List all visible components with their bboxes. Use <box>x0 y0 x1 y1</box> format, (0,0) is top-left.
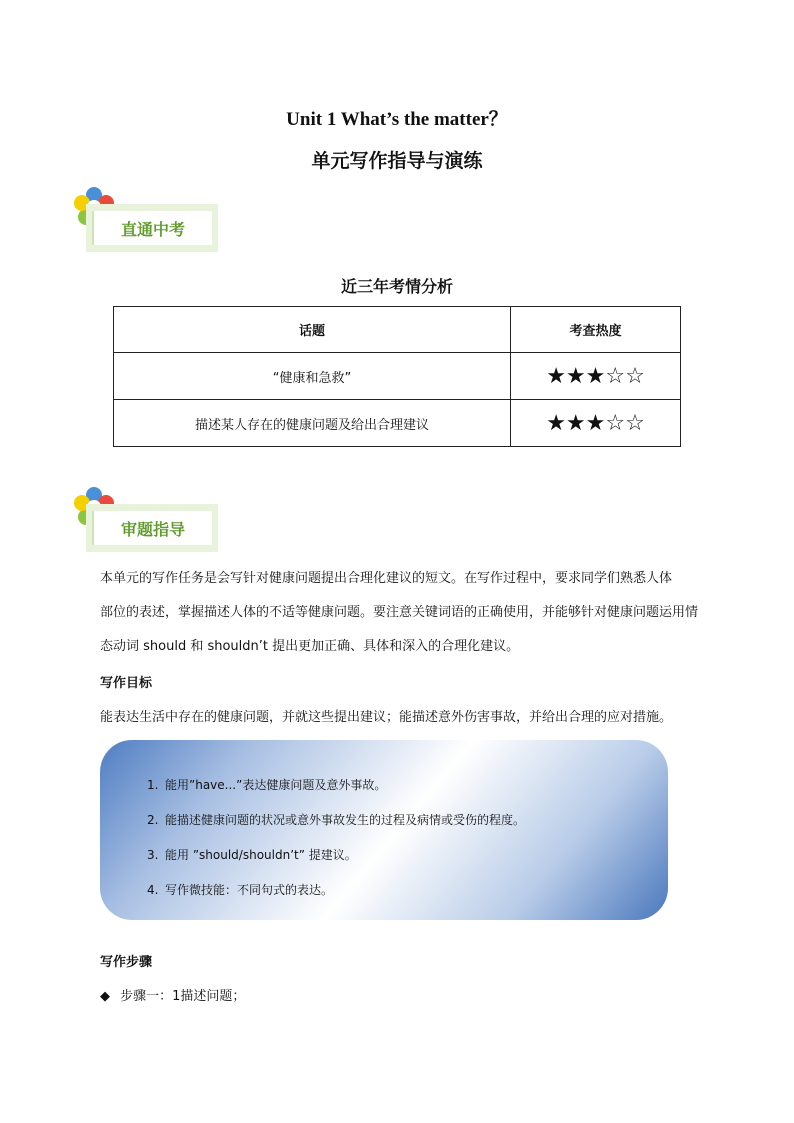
table-header-row <box>114 307 681 353</box>
topic-cell: 描述某人存在的健康问题及给出合理建议 <box>114 400 511 447</box>
step-text: 步骤一：1描述问题； <box>120 989 246 1004</box>
goal-text: 能表达生活中存在的健康问题，并就这些提出建议；能描述意外伤害事故，并给出合理的应对措施。 <box>100 710 673 725</box>
analysis-heading: 近三年考情分析 <box>340 277 453 296</box>
section-label: 审题指导 <box>92 511 212 545</box>
table-row <box>114 353 681 400</box>
intro-line: 部位的表述，掌握描述人体的不适等健康问题。要注意关键词语的正确使用，并能够针对健康问题运用情 <box>100 605 699 620</box>
table-row <box>114 400 681 447</box>
analysis-table <box>113 306 681 447</box>
section-badge-exam <box>72 186 232 246</box>
topic-cell: “健康和急救” <box>114 353 511 400</box>
diamond-bullet-icon: ◆ <box>100 989 110 1004</box>
goal-heading: 写作目标 <box>100 676 153 691</box>
goal-list-box <box>100 740 668 920</box>
section-label: 直通中考 <box>92 211 212 245</box>
section-badge-guide <box>72 486 232 546</box>
intro-paragraph <box>100 562 720 664</box>
list-item: 4. 写作微技能：不同句式的表达。 <box>147 883 334 897</box>
list-item: 3. 能用 ”should/shouldn’t” 提建议。 <box>147 848 357 862</box>
page-title-english: Unit 1 What’s the matter？ <box>286 109 508 130</box>
intro-line: 本单元的写作任务是会写针对健康问题提出合理化建议的短文。在写作过程中，要求同学们熟悉人体 <box>100 571 673 586</box>
steps-heading: 写作步骤 <box>100 955 153 970</box>
heat-rating: ★★★☆☆ <box>511 400 681 447</box>
heat-rating: ★★★☆☆ <box>511 353 681 400</box>
list-item: 2. 能描述健康问题的状况或意外事故发生的过程及病情或受伤的程度。 <box>147 813 526 827</box>
intro-line: 态动词 should 和 shouldn’t 提出更加正确、具体和深入的合理化建议。 <box>100 639 520 654</box>
page-title-chinese: 单元写作指导与演练 <box>311 150 483 172</box>
header-heat: 考查热度 <box>511 307 681 353</box>
step-item <box>100 985 245 1004</box>
header-topic: 话题 <box>114 307 511 353</box>
list-item: 1. 能用”have...”表达健康问题及意外事故。 <box>147 778 387 792</box>
